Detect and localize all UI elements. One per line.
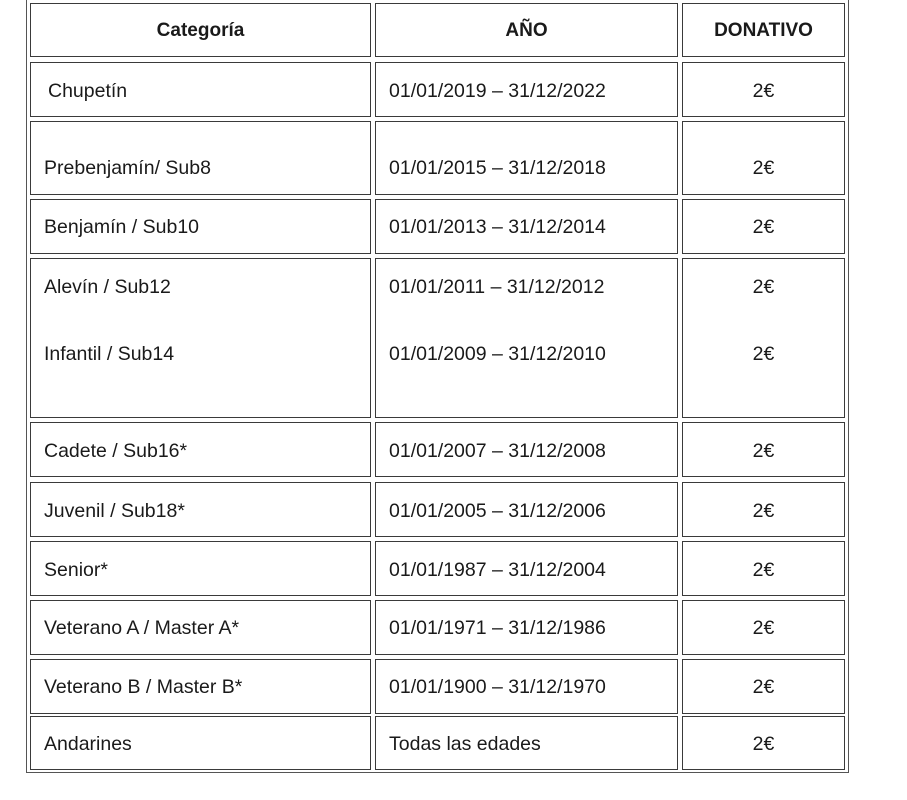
categoria-text: Benjamín / Sub10 xyxy=(44,216,200,238)
donativo-text: 2€ xyxy=(752,733,775,755)
table-row-cell xyxy=(30,199,371,254)
table-row-cell xyxy=(375,258,678,418)
categoria-text: Alevín / Sub12 xyxy=(44,276,171,298)
table-row-cell xyxy=(375,600,678,655)
table-row-cell xyxy=(375,482,678,537)
table-row-cell xyxy=(375,199,678,254)
donativo-text: 2€ xyxy=(752,80,775,102)
table-row-cell xyxy=(30,482,371,537)
table-row-cell xyxy=(30,716,371,770)
donativo-text: 2€ xyxy=(752,676,775,698)
categoria-text: Cadete / Sub16* xyxy=(44,440,188,462)
anio-text: 01/01/2013 – 31/12/2014 xyxy=(389,216,606,238)
categoria-text: Veterano A / Master A* xyxy=(44,617,240,639)
anio-text: Todas las edades xyxy=(389,733,541,755)
anio-text: 01/01/2005 – 31/12/2006 xyxy=(389,500,606,522)
table-row-cell xyxy=(682,62,845,117)
table-row-cell xyxy=(30,541,371,596)
categoria-text: Chupetín xyxy=(48,80,128,102)
table-row-cell xyxy=(30,121,371,195)
donativo-text: 2€ xyxy=(752,343,775,365)
categoria-text: Juvenil / Sub18* xyxy=(44,500,185,522)
table-row-cell xyxy=(30,62,371,117)
table-row-cell xyxy=(30,422,371,477)
anio-text: 01/01/2007 – 31/12/2008 xyxy=(389,440,606,462)
donativo-text: 2€ xyxy=(752,500,775,522)
anio-text: 01/01/2009 – 31/12/2010 xyxy=(389,343,606,365)
table-row-cell xyxy=(375,62,678,117)
donativo-text: 2€ xyxy=(752,440,775,462)
table-row-cell xyxy=(375,121,678,195)
anio-text: 01/01/1987 – 31/12/2004 xyxy=(389,559,606,581)
table-row-cell xyxy=(682,422,845,477)
header-categoria xyxy=(30,3,371,57)
header-anio-label: AÑO xyxy=(505,19,548,41)
table-row-cell xyxy=(30,659,371,714)
anio-text: 01/01/2011 – 31/12/2012 xyxy=(389,276,605,298)
anio-text: 01/01/2019 – 31/12/2022 xyxy=(389,80,606,102)
table-row-cell xyxy=(30,258,371,418)
table-row-cell xyxy=(375,422,678,477)
categoria-text: Veterano B / Master B* xyxy=(44,676,243,698)
table-row-cell xyxy=(30,600,371,655)
donativo-text: 2€ xyxy=(752,216,775,238)
table-row-cell xyxy=(682,716,845,770)
header-anio xyxy=(375,3,678,57)
donativo-text: 2€ xyxy=(752,559,775,581)
donativo-text: 2€ xyxy=(752,276,775,298)
table-row-cell xyxy=(682,659,845,714)
categoria-text: Senior* xyxy=(44,559,108,581)
table-row-cell xyxy=(375,659,678,714)
table-row-cell xyxy=(682,258,845,418)
table-row-cell xyxy=(682,121,845,195)
table-row-cell xyxy=(682,541,845,596)
categoria-text: Andarines xyxy=(44,733,132,755)
header-categoria-label: Categoría xyxy=(156,19,245,41)
anio-text: 01/01/1900 – 31/12/1970 xyxy=(389,676,606,698)
table-row-cell xyxy=(375,716,678,770)
header-donativo-label: DONATIVO xyxy=(714,19,813,41)
donativo-text: 2€ xyxy=(752,157,775,179)
table-row-cell xyxy=(682,482,845,537)
anio-text: 01/01/1971 – 31/12/1986 xyxy=(389,617,606,639)
categoria-text: Prebenjamín/ Sub8 xyxy=(44,157,211,179)
header-donativo xyxy=(682,3,845,57)
table-row-cell xyxy=(375,541,678,596)
donativo-text: 2€ xyxy=(752,617,775,639)
table-row-cell xyxy=(682,199,845,254)
anio-text: 01/01/2015 – 31/12/2018 xyxy=(389,157,606,179)
categoria-text: Infantil / Sub14 xyxy=(44,343,175,365)
table-row-cell xyxy=(682,600,845,655)
